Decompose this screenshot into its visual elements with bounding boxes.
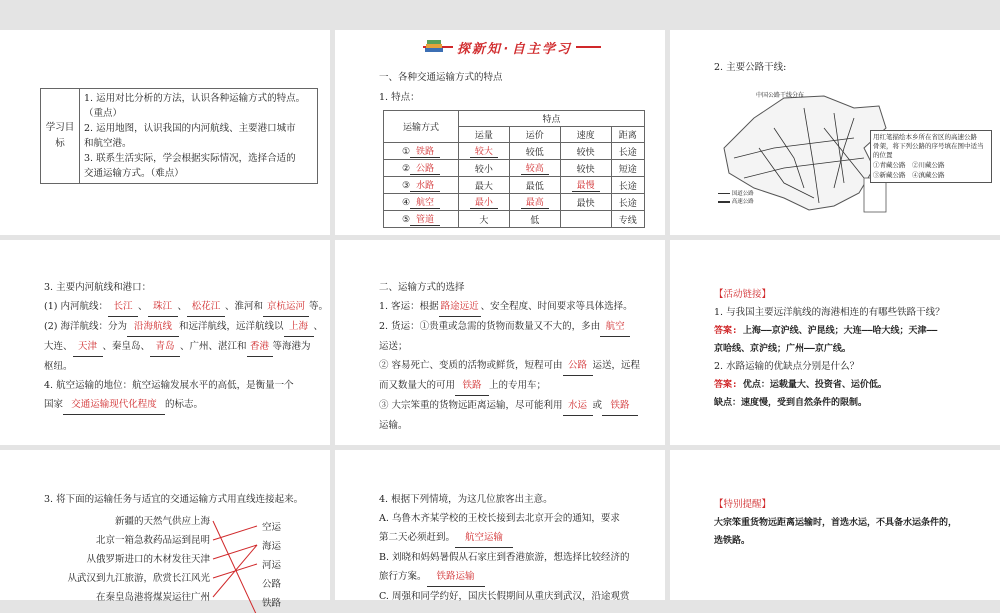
activity-tag: 【活动链接】 <box>714 289 772 300</box>
table-cell: 大 <box>459 211 510 228</box>
text-line: 3. 主要内河航线和港口： <box>44 282 152 293</box>
instruction-box: 用红笔描绘本乡所在省区的高速公路 骨架，将下列公路的序号填在图中适当 的位置 ①青藏公路 ②川藏公路 ③新藏公路 ④滇藏公路 <box>870 130 992 183</box>
blank-answer: 铁路 <box>602 396 638 416</box>
blank-answer: 京杭运河 <box>263 297 309 317</box>
note-tag: 【特别提醒】 <box>714 499 772 510</box>
mode-option: 河运 <box>262 560 282 571</box>
sub-heading: 1. 特点： <box>379 92 420 103</box>
task-item: 从武汉到九江旅游，欣赏长江风光 <box>67 573 210 584</box>
blank-answer: 公路 <box>563 356 593 376</box>
mode-answer: 公路 <box>410 161 440 175</box>
slide-matching[interactable] <box>0 450 330 609</box>
option-item: ①青藏公路 <box>873 161 906 169</box>
table-row: ⑤ 管道 大 低 专线 <box>384 211 645 228</box>
blank-answer: 天津 <box>73 337 103 357</box>
table-cell: 长途 <box>611 194 644 211</box>
section-banner <box>423 36 601 58</box>
task-item: 北京一箱急救药品运到昆明 <box>95 535 210 546</box>
answer-cell: 最慢 <box>572 178 600 192</box>
slide-highway-map[interactable] <box>670 30 1000 235</box>
blank-answer: 航空运输 <box>455 528 513 548</box>
features-table <box>383 110 645 228</box>
col-mode-header: 运输方式 <box>384 111 459 143</box>
slide-title: 2. 主要公路干线: <box>714 62 787 73</box>
blank-answer: 松花江 <box>187 297 225 317</box>
table-row: ② 公路 较小 较高 较快 短途 <box>384 160 645 177</box>
table-cell: 专线 <box>611 211 644 228</box>
section-heading: 一、各种交通运输方式的特点 <box>379 72 503 83</box>
table-row: ③ 水路 最大 最低 最慢 长途 <box>384 177 645 194</box>
slide-special-note[interactable]: 【特别提醒】 大宗笨重货物远距离运输时，首选水运，不具备水运条件的， 选铁路。 <box>670 450 1000 600</box>
sub-header: 运量 <box>459 127 510 143</box>
table-cell: 长途 <box>611 177 644 194</box>
map-legend: 国道公路 高速公路 <box>718 190 754 206</box>
mode-answer: 航空 <box>410 195 440 209</box>
mode-answer: 铁路 <box>410 144 440 158</box>
banner-title: 探新知·自主学习 <box>453 38 576 57</box>
blank-answer: 上海 <box>284 317 314 337</box>
blank-answer: 交通运输现代化程度 <box>63 395 165 415</box>
slide-transport-features[interactable] <box>335 30 665 235</box>
table-cell: 最大 <box>459 177 510 194</box>
section-heading: 二、运输方式的选择 <box>379 282 465 293</box>
blank-answer: 珠江 <box>148 297 178 317</box>
goals-label: 学习目标 <box>41 89 80 184</box>
slide-waterways[interactable]: 3. 主要内河航线和港口： (1) 内河航线： 长江 、 珠江 、 松花江 、淮河和 京杭运河 等。 (2) 海洋航线：分为 沿海航线 和远洋航线，远洋航线以 上海 、 大连、 天津 、秦皇岛、 青岛 、广州、湛江和 香港 等海港为 枢纽。 4. 航空运输的地位：航空运输发展水平的高低，是衡量一个 国家 交通运输现代化程度 的标志。 <box>0 240 330 445</box>
mode-option: 公路 <box>262 579 282 590</box>
blank-answer: 铁路运输 <box>427 567 485 587</box>
mode-option: 空运 <box>262 522 282 533</box>
mode-option: 海运 <box>262 541 282 552</box>
mode-option: 铁路 <box>262 598 282 609</box>
slide-title: 4. 根据下列情境，为这几位旅客出主意。 <box>379 494 553 505</box>
blank-answer: 水运 <box>563 396 593 416</box>
table-cell: 长途 <box>611 143 644 160</box>
slide-title: 3. 将下面的运输任务与适宜的交通运输方式用直线连接起来。 <box>44 494 304 505</box>
blank-answer: 香港 <box>247 337 273 357</box>
option-item: ③新藏公路 <box>873 171 906 179</box>
goal-line: 1. 运用对比分析的方法，认识各种运输方式的特点。 <box>84 93 306 104</box>
sub-header: 运价 <box>509 127 560 143</box>
task-item: 从俄罗斯进口的木材发往天津 <box>86 554 210 565</box>
blank-answer: 铁路 <box>455 376 489 396</box>
goal-line: 2. 运用地图，认识我国的内河航线、主要港口城市 <box>84 123 296 134</box>
blank-answer: 航空 <box>600 317 630 337</box>
table-cell: 较小 <box>459 160 510 177</box>
table-cell: 最快 <box>560 194 611 211</box>
answer-cell: 最小 <box>470 195 498 209</box>
answer-cell: 较大 <box>470 144 498 158</box>
table-row: ④ 航空 最小 最高 最快 长途 <box>384 194 645 211</box>
blank-answer: 长江 <box>108 297 138 317</box>
blank-answer: 沿海航线 <box>127 317 179 337</box>
slide-transport-choice[interactable]: 二、运输方式的选择 1. 客运：根据 路途远近 、安全程度、时间要求等具体选择。 2. 货运：①贵重或急需的货物而数量又不大的，多由 航空 运送； ② 容易死亡、变质的活物或鲜货，短程可由 公路 运送，远程 而又数量大的可用 铁路 上的专用车； ③ 大宗笨重的货物远距离运输，尽可能利用 水运 或 铁路 运输。 <box>335 240 665 445</box>
col-feature-header: 特点 <box>459 111 645 127</box>
slide-learning-goals[interactable] <box>0 30 330 235</box>
slide-scenarios[interactable]: 4. 根据下列情境，为这几位旅客出主意。 A. 乌鲁木齐某学校的王校长接到去北京开会的通知，要求 第二天必须赶到。 航空运输 B. 刘晓和妈妈暑假从石家庄到香港旅游，想选择比较经济的 旅行方案。 铁路运输 C. 周强和同学约好，国庆长假期间从重庆到武汉，沿途观赏 <box>335 450 665 600</box>
table-cell: 最低 <box>509 177 560 194</box>
blank-answer: 青岛 <box>150 337 180 357</box>
sub-header: 速度 <box>560 127 611 143</box>
table-row: ① 铁路 较大 较低 较快 长途 <box>384 143 645 160</box>
mode-answer: 水路 <box>410 178 440 192</box>
goals-table <box>40 88 318 184</box>
goal-line: （重点） <box>84 108 123 119</box>
table-cell <box>560 211 611 228</box>
goal-line: 交通运输方式。（难点） <box>84 168 184 179</box>
table-cell: 低 <box>509 211 560 228</box>
mode-answer: 管道 <box>410 212 440 226</box>
goal-line: 和航空港。 <box>84 138 132 149</box>
blank-answer: 路途远近 <box>439 297 481 317</box>
goal-line: 3. 联系生活实际，学会根据实际情况，选择合适的 <box>84 153 296 164</box>
answer-cell: 较高 <box>521 161 549 175</box>
option-item: ④滇藏公路 <box>912 171 945 179</box>
option-item: ②川藏公路 <box>912 161 945 169</box>
table-cell: 短途 <box>611 160 644 177</box>
task-item: 新疆的天然气供应上海 <box>114 516 210 527</box>
slide-activity-link[interactable]: 【活动链接】 1. 与我国主要远洋航线的海港相连的有哪些铁路干线？ 答案: 上海——京沪线、沪昆线；大连——哈大线；天津—— 京哈线、京沪线；广州——京广线。 2. 水路运输的优缺点分别是什么？ 答案: 优点：运载量大、投资省、运价低。 缺点：速度慢，受到自然条件的限制。 <box>670 240 1000 445</box>
book-stack-icon <box>423 37 445 57</box>
table-cell: 较低 <box>509 143 560 160</box>
sub-header: 距离 <box>611 127 644 143</box>
task-item: 在秦皇岛港将煤炭运往广州 <box>95 592 210 603</box>
map-title: 中国公路干线分布 <box>756 92 805 99</box>
matching-lines <box>211 512 261 612</box>
table-cell: 较快 <box>560 143 611 160</box>
table-cell: 较快 <box>560 160 611 177</box>
answer-cell: 最高 <box>521 195 549 209</box>
